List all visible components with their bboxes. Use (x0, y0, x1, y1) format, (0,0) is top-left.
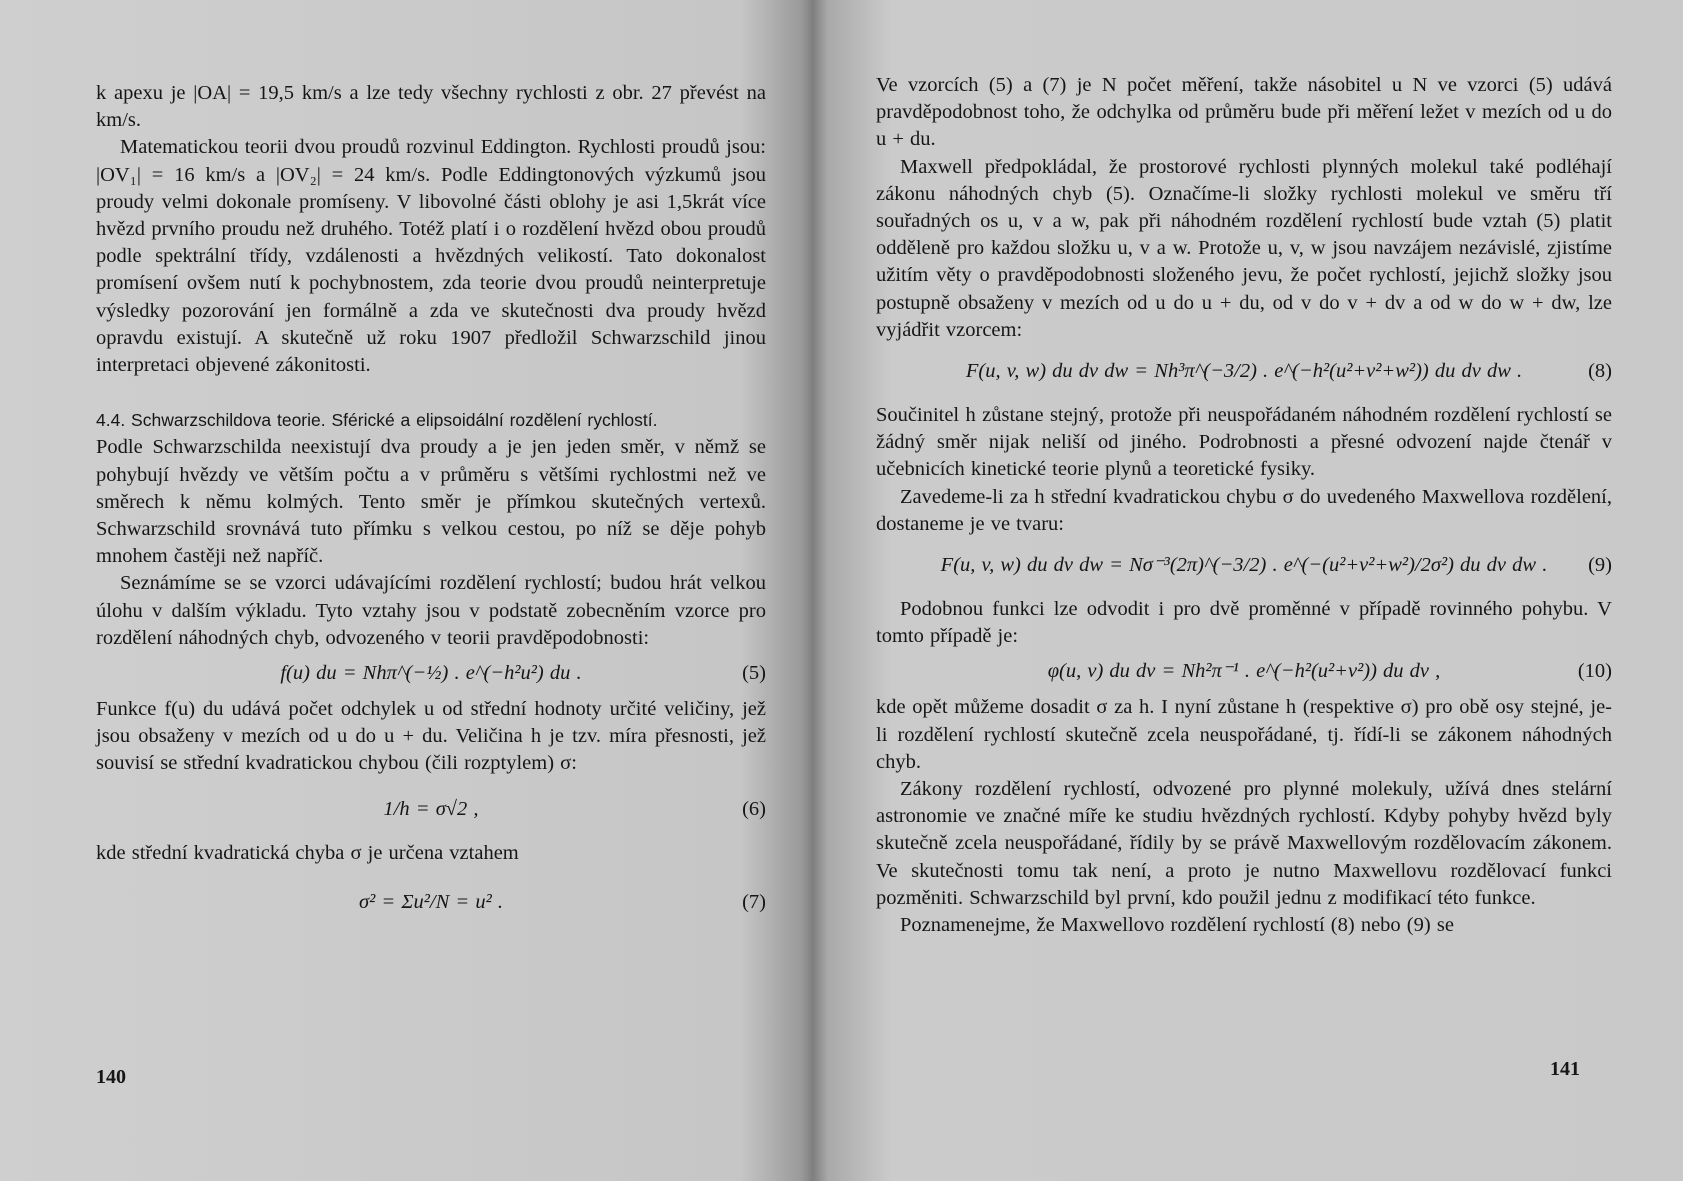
paragraph: Poznamenejme, že Maxwellovo rozdělení rychlostí (8) nebo (9) se (900, 914, 1454, 937)
paragraph: Součinitel h zůstane stejný, protože při neuspořádaném náhodném rozdělení rychlostí se žádný směr nijak neliší od jiného. Podrobnosti a přesné odvození najde čtenář v učebnicích kinetické teorie plynů a teoretické fysiky. (876, 404, 1612, 481)
equation-number: (8) (1588, 360, 1612, 383)
section-heading: 4.4. Schwarzschildova teorie. Sférické a elipsoidální rozdělení rychlostí. (96, 410, 658, 431)
paragraph: kde střední kvadratická chyba σ je určena vztahem (96, 841, 519, 864)
equation-8 (876, 344, 1612, 394)
equation-5 (96, 652, 766, 692)
paragraph: Ve vzorcích (5) a (7) je N počet měření, takže násobitel u N ve vzorci (5) udává pravděpodobnost toho, že odchylka od průměru bude při měření ležet v mezích od u do u + du. (876, 74, 1612, 151)
page-number: 141 (1550, 1058, 1580, 1080)
equation-number: (10) (1577, 660, 1612, 683)
paragraph: Seznámíme se se vzorci udávajícími rozdělení rychlostí; budou hrát velkou úlohu v dalším výkladu. Tyto vztahy jsou v podstatě zobecněním vzorce pro rozdělení náhodných chyb, odvozeného v teorii pravděpodobnosti: (96, 572, 766, 649)
page-number: 140 (96, 1066, 126, 1088)
paragraph: Podobnou funkci lze odvodit i pro dvě proměnné v případě rovinného pohybu. V tomto případě je: (876, 598, 1612, 648)
equation-expression: F(u, v, w) du dv dw = Nσ⁻³(2π)^(−3/2) . e^(−(u²+v²+w²)/2σ²) du dv dw . (940, 554, 1548, 577)
paragraph: Matematickou teorii dvou proudů rozvinul Eddington. Rychlosti proudů jsou: |OV₁| = 16 km/s a |OV₂| = 24 km/s. Podle Eddingtonových výzkumů jsou proudy velmi dokonale promíseny. V libovolné části oblohy je asi 1,5krát více hvězd prvního proudu než druhého. Totéž platí i o rozdělení hvězd obou proudů podle spektrální třídy, vzdálenosti a hvězdných velikostí. Tato dokonalost promísení ovšem nutí k pochybnostem, zda teorie dvou proudů neinterpretuje výsledky pozorování jen formálně a zda ve skutečnosti dva proudy hvězd opravdu existují. A skutečně už roku 1907 předložil Schwarzschild jinou interpretaci objevené zákonitosti. (96, 136, 766, 377)
equation-number: (9) (1588, 554, 1612, 577)
equation-6 (96, 778, 766, 840)
equation-expression: σ² = Σu²/N = u² . (358, 890, 503, 913)
paragraph: Funkce f(u) du udává počet odchylek u od střední hodnoty určité veličiny, jež jsou obsaženy v mezích od u do u + du. Veličina h je tzv. míra přesnosti, jež souvisí se střední kvadratickou chybou (čili rozptylem) σ: (96, 698, 766, 775)
equation-number: (6) (742, 797, 766, 820)
equation-expression: F(u, v, w) du dv dw = Nh³π^(−3/2) . e^(−h²(u²+v²+w²)) du dv dw . (965, 360, 1523, 383)
paragraph: k apexu je |OA| = 19,5 km/s a lze tedy všechny rychlosti z obr. 27 převést na km/s. (96, 82, 766, 132)
equation-expression: f(u) du = Nhπ^(−½) . e^(−h²u²) du . (280, 662, 582, 685)
left-page (0, 0, 812, 1181)
equation-number: (7) (742, 890, 766, 913)
right-page (812, 0, 1683, 1181)
paragraph: kde opět můžeme dosadit σ za h. I nyní zůstane h (respektive σ) pro obě osy stejné, je-li rozdělení rychlostí skutečně zcela neuspořádané, tj. řídí-li se zákonem náhodných chyb. (876, 696, 1612, 773)
paragraph: Maxwell předpokládal, že prostorové rychlosti plynných molekul také podléhají zákonu náhodných chyb (5). Označíme-li složky rychlosti molekul ve směru tří souřadných os u, v a w, pak při náhodném rozdělení rychlostí bude vztah (5) platit odděleně pro každou složku u, v a w. Protože u, v, w jsou navzájem nezávislé, zjistíme užitím věty o pravděpodobnosti složeného jevu, že počet rychlostí, jejichž složky jsou postupně obsaženy v mezích od u do u + du, od v do v + dv a od w do w + dw, lze vyjádřit vzorcem: (876, 155, 1612, 341)
paragraph: Zavedeme-li za h střední kvadratickou chybu σ do uvedeného Maxwellova rozdělení, dostaneme je ve tvaru: (876, 485, 1612, 535)
equation-10 (876, 650, 1612, 690)
paragraph: Zákony rozdělení rychlostí, odvozené pro plynné molekuly, užívá dnes stelární astronomie ve značné míře ke studiu hvězdných rychlostí. Kdyby pohyby hvězd byly skutečně zcela neuspořádané, řídily by se právě Maxwellovým rozdělovacím zákonem. Ve skutečnosti tomu tak není, a proto je nutno Maxwellovu rozdělovací funkci pozměniti. Schwarzschild byl první, kdo použil jednu z modifikací této funkce. (876, 778, 1612, 909)
equation-7 (96, 867, 766, 929)
equation-9 (876, 538, 1612, 590)
equation-expression: 1/h = σ√2 , (383, 797, 479, 820)
paragraph: Podle Schwarzschilda neexistují dva proudy a je jen jeden směr, v němž se pohybují hvězdy ve větším počtu a v průměru s většími rychlostmi než ve směrech k němu kolmých. Tento směr je přímkou skutečných vertexů. Schwarzschild srovnává tuto přímku s velkou cestou, po níž se děje pohyb mnohem častěji než napříč. (96, 436, 766, 568)
equation-number: (5) (742, 662, 766, 685)
equation-expression: φ(u, v) du dv = Nh²π⁻¹ . e^(−h²(u²+v²)) du dv , (1047, 660, 1441, 683)
